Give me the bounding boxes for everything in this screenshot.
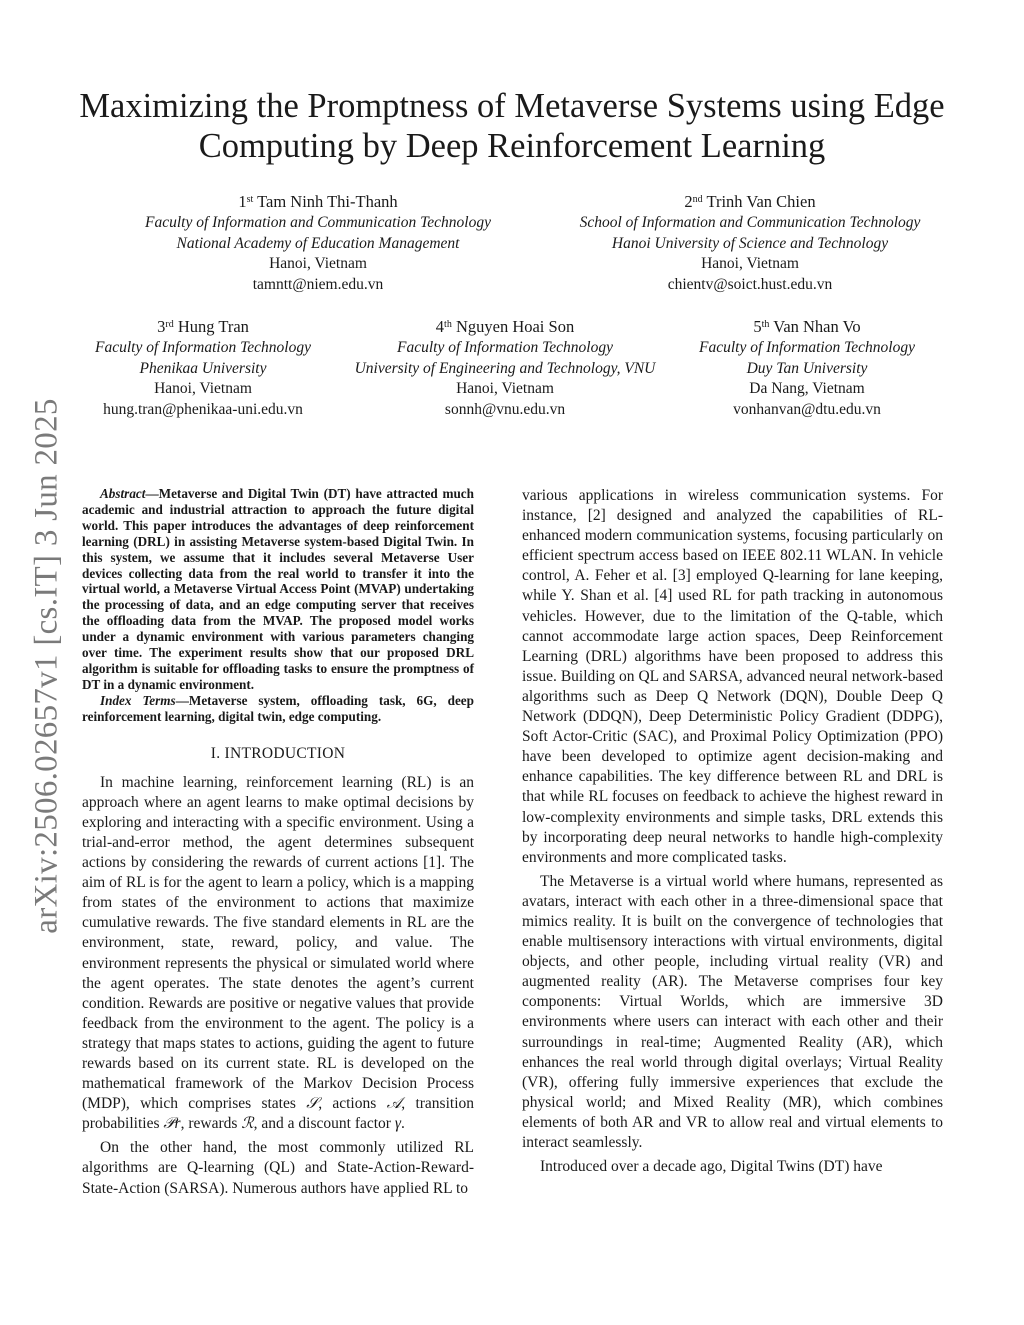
author-affiliation: Faculty of Information Technology	[95, 339, 311, 356]
author-city: Hanoi, Vietnam	[456, 380, 554, 398]
left-column	[82, 486, 474, 1199]
author-ordinal: 1	[238, 192, 247, 211]
author-ordinal-suffix: st	[246, 194, 254, 205]
author-ordinal: 3	[157, 317, 166, 336]
abstract-text: —Metaverse and Digital Twin (DT) have attracted much academic and industrial attraction to approach the future digital world. This paper introduces the advantages of deep reinforcement learning (DRL) in assisting Metaverse system-based Digital Twin. In this system, we assume that it includes several Metaverse User devices collecting data from the real world to transfer it into the virtual world, a Metaverse Virtual Access Point (MVAP) undertaking the processing of data, and an edge computing server that receives the offloading data from the MVAP. The proposed model works under a dynamic environment with various parameters changing over time. The experiment results show that our proposed DRL algorithm is suitable for offloading tasks to ensure the promptness of DT in a dynamic environment.	[82, 486, 474, 692]
math-transition: 𝒫r	[163, 1115, 181, 1133]
author-city: Da Nang, Vietnam	[749, 380, 865, 398]
author-affiliation: Faculty of Information Technology	[397, 339, 613, 356]
author-email: sonnh@vnu.edu.vn	[444, 400, 566, 418]
author-email: tamntt@niem.edu.vn	[252, 275, 384, 293]
author-email: chientv@soict.hust.edu.vn	[667, 275, 833, 293]
intro-paragraph-2: On the other hand, the most commonly utilized RL algorithms are Q-learning (QL) and State-Action-Reward-State-Action (SARSA). Numerous authors have applied RL to	[82, 1139, 474, 1197]
intro-paragraph-2-continued: various applications in wireless communication systems. For instance, [2] designed and analyzed the capabilities of RL-enhanced modern communication systems, focusing particularly on efficient spectrum access based on IEEE 802.11 WLAN. In vehicle control, A. Feher et al. [3] employed Q-learning for lane keeping, while Y. Shan et al. [4] used RL for path tracking in autonomous vehicles. However, due to the limitation of the Q-table, which cannot accommodate large action spaces, Deep Reinforcement Learning (DRL) algorithms have been proposed to address this issue. Building on QL and SARSA, advanced neural network-based algorithms such as Deep Q Network (DQN), Double Deep Q Network (DDQN), Deep Deterministic Policy Gradient (DDPG), Soft Actor-Critic (SAC), and Proximal Policy Optimization (PPO) have been developed to optimize agent decision-making and enhance capabilities. The key difference between RL and DRL is that while RL focuses on feedback to achieve the highest reward in low-complexity environments and simple tasks, DRL extends this by incorporating deep neural networks to handle high-complexity environments and more complicated tasks.	[522, 487, 943, 866]
intro-p1-text: , actions	[318, 1095, 387, 1113]
right-column	[522, 486, 943, 1177]
intro-p1-text: In machine learning, reinforcement learning (RL) is an approach where an agent learns to make optimal decisions by exploring and interacting with a specific environment. Using a trial-and-error method, the agent determines subsequent actions by considering the rewards of current actions [1]. The aim of RL is for the agent to learn a policy, which is a mapping from states of the environment to actions that maximize cumulative rewards. The five standard elements in RL are the environment, state, reward, policy, and value. The environment represents the physical or simulated world where the agent operates. The state denotes the agent’s current condition. Rewards are positive or negative values that provide feedback from the environment to the agent. The policy is a strategy that maps states to actions, guiding the agent to future rewards based on its current state. RL is developed on the mathematical framework of the Markov Decision Process (MDP), which comprises states	[82, 773, 474, 1113]
author-institution: University of Engineering and Technology, VNU	[354, 359, 656, 377]
author-ordinal-suffix: nd	[692, 194, 703, 205]
intro-paragraph-3: The Metaverse is a virtual world where humans, represented as avatars, interact with each other in a three-dimensional space that mimics reality. It is built on the convergence of technologies that enable multisensory interactions with virtual environments, digital objects, and other people, including virtual reality (VR) and augmented reality (AR). The Metaverse comprises four key components: Virtual Worlds, which are immersive 3D environments where users can interact with each other and their surroundings in real-time; Augmented Reality (AR), which enhances the real world through digital overlays; Virtual Reality (VR), offering fully immersive experiences that exclude the physical world; and Mixed Reality (MR), which combines elements of both AR and VR to allow real and virtual elements to interact seamlessly.	[522, 872, 943, 1151]
author-affiliation: Faculty of Information Technology	[699, 339, 915, 356]
author-ordinal: 4	[435, 317, 445, 336]
author-name: Hung Tran	[177, 317, 249, 336]
author-city: Hanoi, Vietnam	[701, 255, 799, 273]
author-name: Tam Ninh Thi-Thanh	[257, 192, 398, 211]
author-city: Hanoi, Vietnam	[269, 255, 367, 273]
author-block	[672, 316, 942, 420]
author-affiliation: Faculty of Information and Communication Technology	[145, 214, 491, 231]
index-terms	[82, 693, 474, 725]
intro-paragraph-4: Introduced over a decade ago, Digital Twins (DT) have	[540, 1158, 883, 1176]
author-email: hung.tran@phenikaa-uni.edu.vn	[103, 400, 303, 418]
math-rewards: ℛ	[241, 1115, 254, 1133]
section-heading-introduction: I. INTRODUCTION	[210, 744, 346, 762]
author-block	[332, 316, 678, 420]
author-ordinal: 2	[684, 192, 693, 211]
author-ordinal: 5	[753, 317, 762, 336]
author-ordinal-suffix: rd	[165, 319, 174, 330]
abstract-label: Abstract	[100, 486, 146, 501]
author-email: vonhanvan@dtu.edu.vn	[733, 400, 881, 418]
author-ordinal-suffix: th	[444, 319, 452, 330]
arxiv-id: arXiv:2506.02657v1 [cs.IT] 3 Jun 2025	[28, 398, 65, 934]
intro-p1-text: , and a discount factor	[253, 1115, 395, 1133]
author-institution: Duy Tan University	[746, 359, 868, 377]
abstract	[82, 486, 474, 693]
index-terms-text: —Metaverse system, offloading task, 6G, deep reinforcement learning, digital twin, edge computing.	[82, 692, 474, 724]
author-block	[62, 316, 344, 420]
index-terms-label: Index Terms	[100, 692, 176, 708]
author-name: Van Nhan Vo	[773, 317, 861, 336]
author-ordinal-suffix: th	[761, 319, 770, 330]
author-block	[112, 191, 524, 295]
author-institution: National Academy of Education Management	[176, 234, 460, 252]
author-city: Hanoi, Vietnam	[154, 380, 252, 398]
paper-title: Maximizing the Promptness of Metaverse Systems using Edge Computing by Deep Reinforcement Learning	[79, 87, 945, 165]
author-institution: Hanoi University of Science and Technology	[611, 234, 889, 252]
author-name: Trinh Van Chien	[706, 192, 816, 211]
math-actions: 𝒜	[386, 1095, 402, 1113]
intro-p1-text: , transition probabilities	[82, 1095, 474, 1133]
math-states: 𝒮	[306, 1095, 319, 1113]
author-block	[540, 191, 960, 295]
author-institution: Phenikaa University	[139, 359, 267, 377]
author-name: Nguyen Hoai Son	[455, 317, 575, 336]
intro-p1-text: .	[400, 1115, 405, 1133]
intro-paragraph-1	[82, 773, 474, 1135]
math-gamma: γ	[394, 1115, 401, 1133]
intro-p1-text: , rewards	[180, 1115, 242, 1133]
author-affiliation: School of Information and Communication Technology	[579, 214, 921, 231]
